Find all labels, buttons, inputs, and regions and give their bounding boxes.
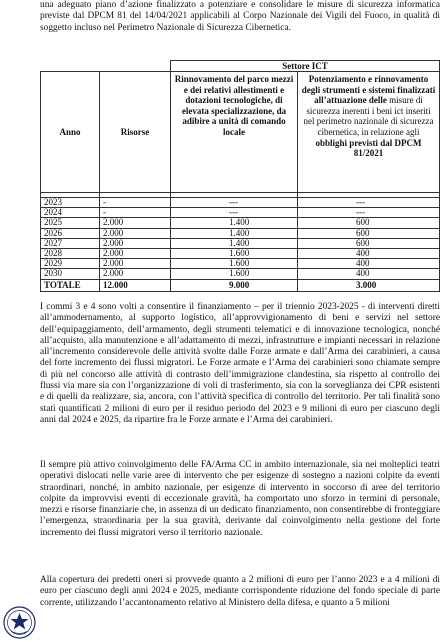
cell-parco: --- (171, 198, 298, 208)
table-row (41, 249, 440, 259)
cell-ict: 400 (298, 249, 440, 259)
table-row (41, 218, 440, 228)
cell-parco: 1.400 (171, 228, 298, 238)
paragraph-coinvolgimento: Il sempre più attivo coinvolgimento delle FA/Arma CC in ambito internazionale, sia nei molteplici teatri operativi dislocati nelle varie aree di intervento che per esigenze di sostegno a nazioni colpite da eventi straordinari, nonché, in ambito nazionale, per esigenze di intervento in soccorso di aree del territorio colpite da improvvisi eventi di eccezionale gravità, ha comportato uno sforzo in termini di personale, mezzi e risorse finanziarie che, in assenza di un dedicato finanziamento, non consentirebbe di fronteggiare l’emergenza, straordinaria per la sua gravità, derivante dal coinvolgimento nella gestione del forte incremento dei flussi migratori verso il territorio nazionale. (40, 460, 440, 538)
col-header-ict-part1: Potenziamento e rinnovamento degli strumenti e sistemi finalizzati all’attuazione delle (301, 74, 436, 106)
table-row (41, 269, 440, 279)
cell-ict: 600 (298, 228, 440, 238)
table-row (41, 259, 440, 269)
emblem-icon (3, 606, 36, 639)
ict-funding-table (40, 60, 440, 292)
col-header-ict-part3: obblighi previsti dal DPCM 81/2021 (315, 137, 422, 159)
cell-total-parco: 9.000 (171, 279, 298, 291)
cell-risorse: 2.000 (100, 249, 171, 259)
cell-risorse: 2.000 (100, 269, 171, 279)
cell-anno: 2023 (41, 198, 100, 208)
intro-paragraph: una adeguato piano d’azione finalizzato a potenziare e consolidare le misure di sicurezza informatica previste dal DPCM 81 del 14/04/2021 applicabili al Corpo Nazionale dei Vigili del Fuoco, in qualità di soggetto incluso nel Perimetro Nazionale di Sicurezza Cibernetica. (40, 0, 440, 33)
cell-risorse: 2.000 (100, 238, 171, 248)
table-total-row (41, 279, 440, 291)
col-header-risorse: Risorse (100, 72, 171, 193)
cell-ict: 400 (298, 269, 440, 279)
cell-risorse: 2.000 (100, 218, 171, 228)
cell-parco: --- (171, 208, 298, 218)
cell-anno: 2028 (41, 249, 100, 259)
cell-parco: 1.600 (171, 269, 298, 279)
cell-total-ict: 3.000 (298, 279, 440, 291)
cell-anno: 2030 (41, 269, 100, 279)
cell-parco: 1.400 (171, 218, 298, 228)
table-row (41, 228, 440, 238)
cell-risorse: - (100, 198, 171, 208)
cell-risorse: 2.000 (100, 259, 171, 269)
cell-risorse: - (100, 208, 171, 218)
cell-ict: 600 (298, 238, 440, 248)
cell-parco: 1.400 (171, 238, 298, 248)
cell-ict: --- (298, 208, 440, 218)
cell-risorse: 2.000 (100, 228, 171, 238)
col-header-ict (298, 72, 440, 193)
col-header-anno: Anno (41, 72, 100, 193)
table-sector-title: Settore ICT (171, 61, 440, 72)
ict-table-wrapper (40, 60, 440, 292)
cell-anno: 2027 (41, 238, 100, 248)
table-row (41, 208, 440, 218)
cell-total-label: TOTALE (41, 279, 100, 291)
cell-anno: 2025 (41, 218, 100, 228)
paragraph-copertura: Alla copertura dei predetti oneri si provvede quanto a 2 milioni di euro per l’anno 2023 e a 4 milioni di euro per ciascuno degli anni 2024 e 2025, mediante corrispondente riduzione del fondo speciale di parte corrente, utilizzando l’accantonamento relativo al Ministero della difesa, e quanto a 5 milioni (40, 575, 440, 608)
cell-ict: --- (298, 198, 440, 208)
cell-anno: 2026 (41, 228, 100, 238)
table-row (41, 238, 440, 248)
col-header-ict-part2: misure di sicurezza inerenti i beni ict inseriti nel perimetro nazionale di sicurezza cibernetica, in relazione agli (303, 95, 434, 137)
table-row (41, 198, 440, 208)
cell-anno: 2024 (41, 208, 100, 218)
paragraph-commi-3-4: I commi 3 e 4 sono volti a consentire il finanziamento – per il triennio 2023-2025 - di interventi diretti all’ammodernamento, al supporto logistico, all’approvvigionamento di beni e servizi nel settore dell’equipaggiamento, dell’armamento, degli strumenti telematici e di innovazione tecnologica, nonché all’acquisto, alla manutenzione e all’adattamento di mezzi, infrastrutture e impianti necessari in relazione all’incremento considerevole delle attività svolte dalle Forze armate e dall’Arma dei carabinieri, a causa del forte incremento dei flussi migratori. Le Forze armate e l’Arma dei carabinieri sono chiamate sempre di più nel concorso alle attività di contrasto dell’immigrazione clandestina, sia rispetto al controllo dei flussi via mare sia con l’organizzazione di voli di trasferimento, sia con la sorveglianza dei CPR esistenti e di quelli da realizzare, sia, ancora, con l’attività specifica di controllo del territorio. Per tali finalità sono stati quantificati 2 milioni di euro per il residuo periodo del 2023 e 9 milioni di euro per ciascuno degli anni dal 2024 e 2025, da ripartire fra le Forze armate e l’Arma dei carabinieri. (40, 302, 440, 425)
col-header-parco-mezzi: Rinnovamento del parco mezzi e dei relativi allestimenti e dotazioni tecnologiche, di elevata specializzazione, da adibire a unità di comando locale (171, 72, 298, 193)
cell-total-risorse: 12.000 (100, 279, 171, 291)
cell-parco: 1.600 (171, 249, 298, 259)
cell-ict: 400 (298, 259, 440, 269)
cell-parco: 1.600 (171, 259, 298, 269)
cell-ict: 600 (298, 218, 440, 228)
cell-anno: 2029 (41, 259, 100, 269)
